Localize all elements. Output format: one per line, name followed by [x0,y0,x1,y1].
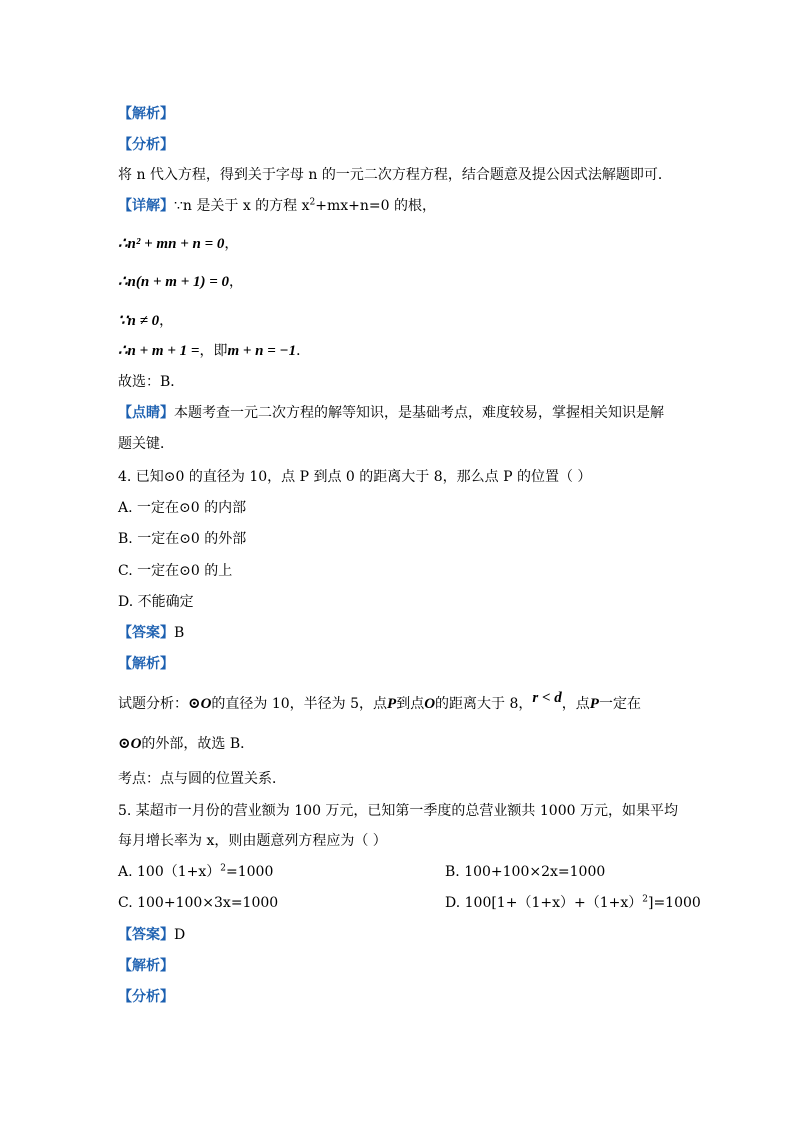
q4-stem: 4. 已知⊙0 的直径为 10，点 P 到点 0 的距离大于 8，那么点 P 的位置（ ） [118,469,592,485]
q5-option-d: D. $100[1+(1+x)+(1+x)^2]=1000$ [445,894,701,911]
detail-line: 【详解】∵n 是关于 x 的方程 $x^2+mx+n=0$ 的根， [118,197,436,214]
q4-answer: 【答案】B [118,625,185,641]
step-1: ∴n² + mn + n = 0， [118,236,239,252]
q4-analysis-line-2: ⊙O的外部，故选 B． [118,736,255,752]
q4-point: 考点：点与圆的位置关系． [118,771,286,787]
comment-line-1: 【点睛】本题考查一元二次方程的解等知识，是基础考点，难度较易，掌握相关知识是解 [118,405,664,421]
q5-option-a: A. $100(1+x)^2=1000$ [118,863,274,880]
q5-stem-1: 5. 某超市一月份的营业额为 100 万元，已知第一季度的总营业额共 1000 万元，如果平均 [118,803,678,819]
fenxi-text: 将 n 代入方程，得到关于字母 n 的一元二次方程方程，结合题意及提公因式法解题即可． [118,167,672,183]
q5-stem-2: 每月增长率为 x，则由题意列方程应为（ ） [118,833,387,849]
comment-line-2: 题关键． [118,436,174,452]
q5-options-row-1 [118,862,678,882]
q4-option-c: C. 一定在⊙0 的上 [118,563,233,579]
q4-option-d: D. 不能确定 [118,594,194,610]
q5-options-row-2 [118,893,701,913]
analysis-heading: 【解析】 [118,106,174,122]
q5-answer: 【答案】D [118,927,186,943]
q4-option-b: B. 一定在⊙0 的外部 [118,531,247,547]
q5-analysis-heading: 【解析】 [118,958,174,974]
step-3: ∵n ≠ 0， [118,313,174,329]
q5-fenxi-heading: 【分析】 [118,989,174,1005]
q4-analysis-line-1: 试题分析：⊙O的直径为 10，半径为 5，点P到点O的距离大于 8，r < d，点P一定在 [118,690,641,712]
step-4: ∴n + m + 1 =，即m + n = −1． [118,343,311,359]
q4-option-a: A. 一定在⊙0 的内部 [118,500,247,516]
step-2: ∴n(n + m + 1) = 0， [118,274,244,290]
choose-line: 故选：B． [118,374,185,390]
q5-option-b: B. 100+100×2x=1000 [445,864,606,880]
q4-analysis-heading: 【解析】 [118,656,174,672]
fenxi-heading: 【分析】 [118,137,174,153]
q5-option-c: C. 100+100×3x=1000 [118,895,279,911]
